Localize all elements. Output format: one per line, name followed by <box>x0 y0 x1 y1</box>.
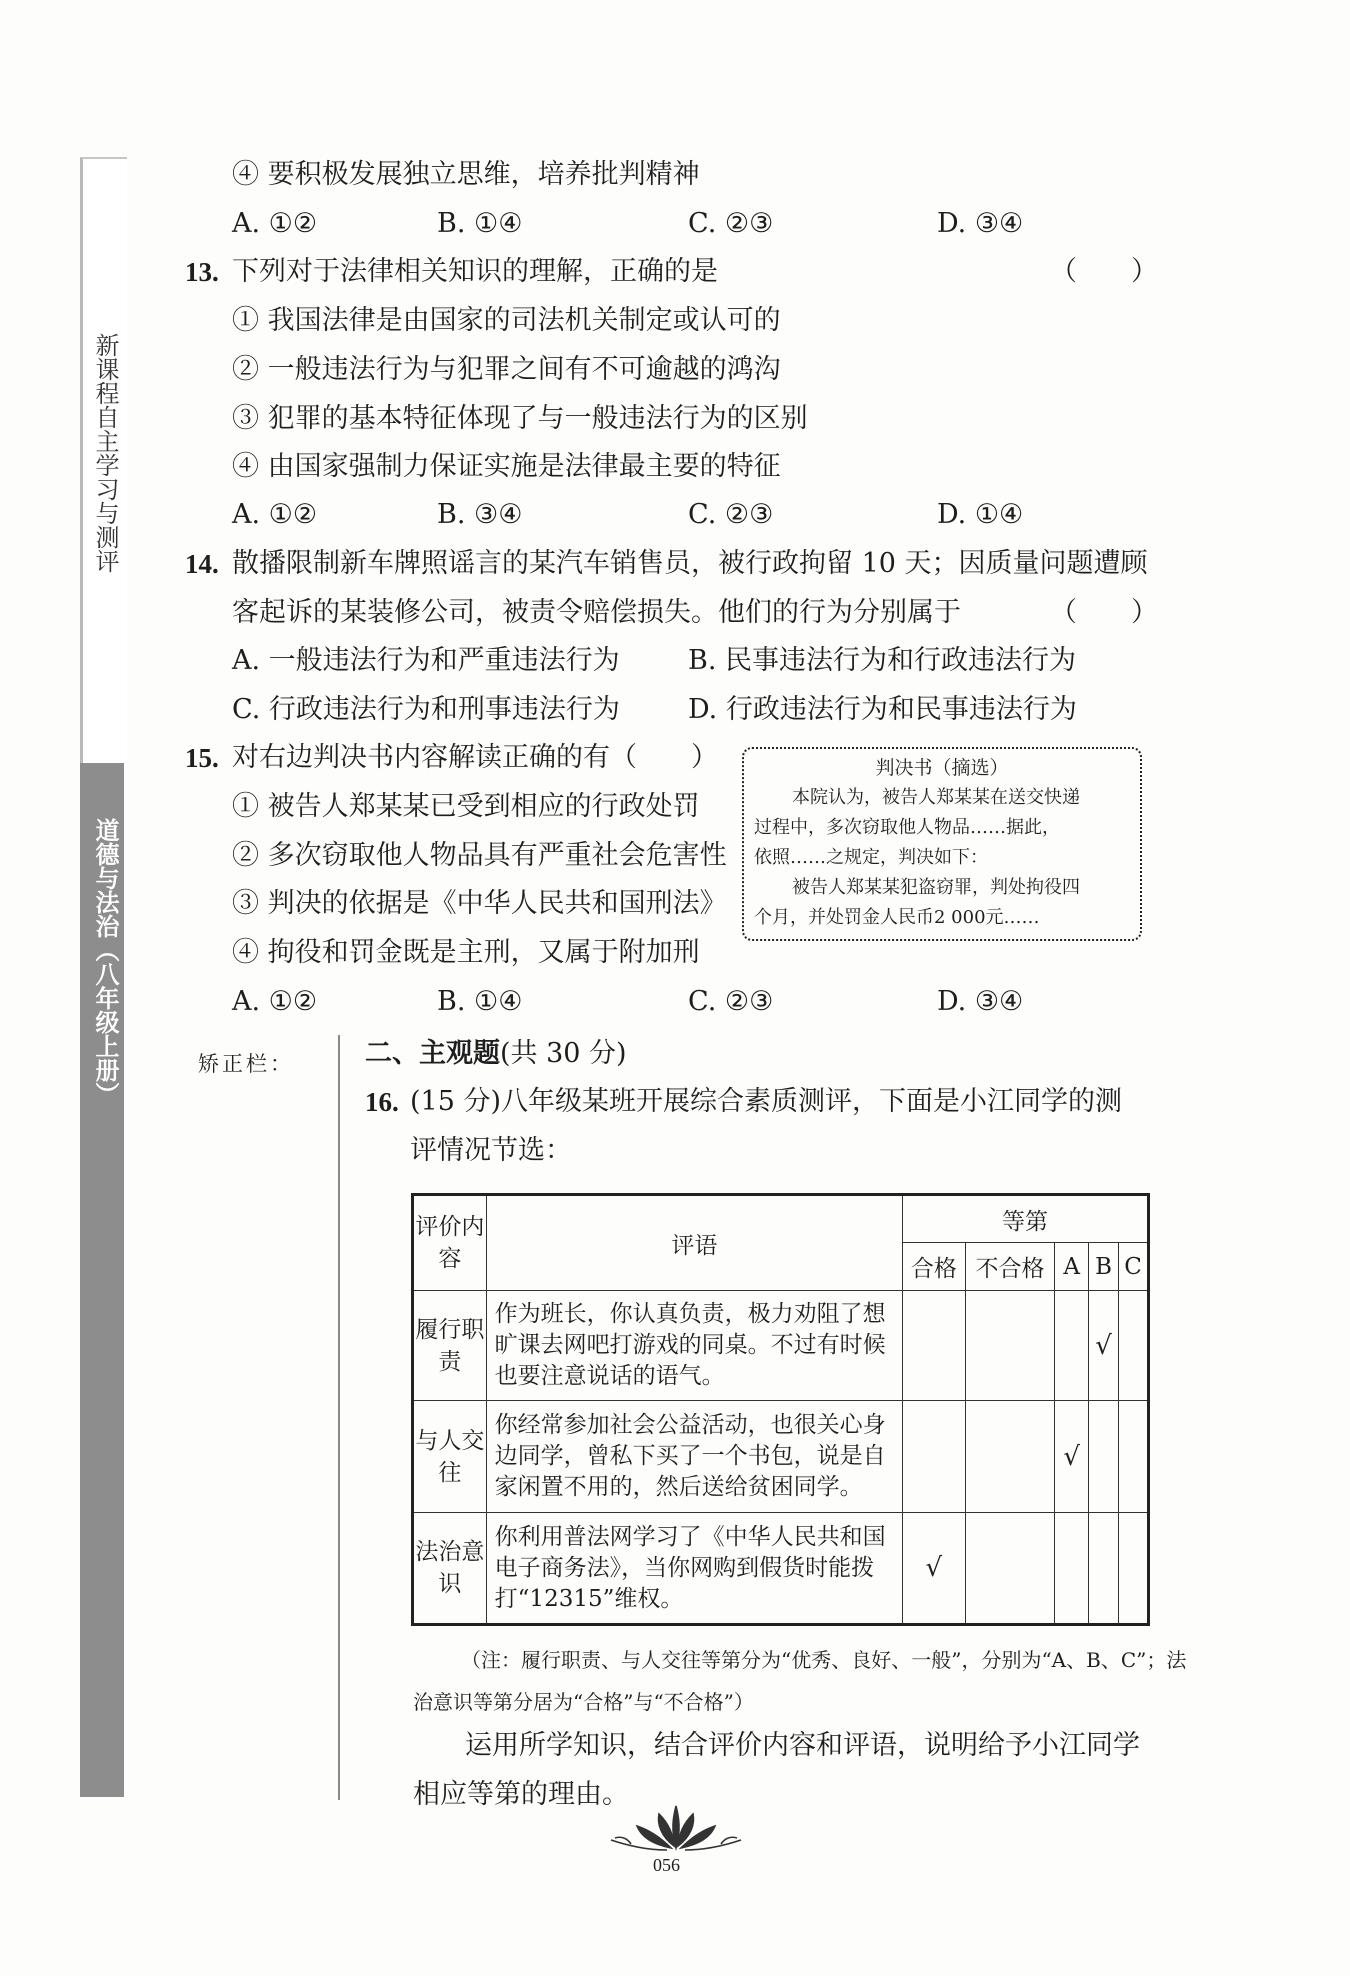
judgment-title: 判决书（摘选） <box>875 757 1009 779</box>
q15-item-2: ② 多次窃取他人物品具有严重社会危害性 <box>232 840 727 871</box>
q13-option-d: D. ①④ <box>937 499 1024 530</box>
judgment-line: 个月，并处罚金人民币2 000元…… <box>754 907 1040 928</box>
q13-number: 13. <box>185 257 219 287</box>
mark-cell <box>1055 1291 1089 1401</box>
mark-cell <box>965 1291 1055 1401</box>
table-note-line2: 治意识等第分居为“合格”与“不合格”） <box>413 1690 754 1714</box>
q14-answer-bracket: （ ） <box>1050 597 1158 628</box>
q15-option-d: D. ③④ <box>937 986 1024 1017</box>
q12-item-4: ④ 要积极发展独立思维，培养批判精神 <box>232 159 700 190</box>
q12-option-d: D. ③④ <box>937 208 1024 239</box>
section-2-heading <box>365 1037 627 1071</box>
q13-stem: 下列对于法律相关知识的理解，正确的是 <box>232 256 718 287</box>
mark-cell <box>902 1401 965 1513</box>
q14-option-c: C. 行政违法行为和刑事违法行为 <box>232 694 620 725</box>
judgment-line: 过程中，多次窃取他人物品……据此， <box>754 817 1060 838</box>
judgment-excerpt-box <box>742 747 1142 941</box>
q14-stem-line2: 客起诉的某装修公司，被责令赔偿损失。他们的行为分别属于 <box>232 597 961 628</box>
row-comment-interaction: 你经常参加社会公益活动，也很关心身边同学，曾私下买了一个书包，说是自家闲置不用的，然后送给贫困同学。 <box>486 1401 902 1513</box>
row-comment-duty: 作为班长，你认真负责，极力劝阻了想旷课去网吧打游戏的同桌。不过有时候也要注意说话的语气。 <box>486 1291 902 1401</box>
mark-cell <box>965 1513 1055 1625</box>
q13-option-b: B. ③④ <box>437 499 523 530</box>
row-content-rule-of-law: 法治意识 <box>413 1513 487 1625</box>
q13-answer-bracket: （ ） <box>1050 256 1158 287</box>
header-grade-pass: 合格 <box>902 1243 965 1291</box>
correction-column-divider <box>338 1035 340 1800</box>
q16-stem-line2: 评情况节选： <box>410 1135 572 1166</box>
header-grade-a: A <box>1055 1243 1089 1291</box>
mark-cell <box>902 1291 965 1401</box>
header-grade-c: C <box>1119 1243 1149 1291</box>
q15-stem: 对右边判决书内容解读正确的有 <box>232 742 610 773</box>
mark-cell <box>1055 1513 1089 1625</box>
mark-cell <box>1119 1291 1149 1401</box>
q15-number: 15. <box>185 743 219 773</box>
series-title: 新课程自主学习与测评 <box>91 333 119 573</box>
evaluation-table <box>411 1193 1150 1626</box>
q16-stem-line1: (15 分)八年级某班开展综合素质测评，下面是小江同学的测 <box>410 1086 1123 1117</box>
mark-cell: √ <box>902 1513 965 1625</box>
row-content-interaction: 与人交往 <box>413 1401 487 1513</box>
q13-item-1: ① 我国法律是由国家的司法机关制定或认可的 <box>232 305 781 336</box>
mark-cell <box>1089 1513 1119 1625</box>
q15-item-1: ① 被告人郑某某已受到相应的行政处罚 <box>232 791 700 822</box>
header-grade-fail: 不合格 <box>965 1243 1055 1291</box>
header-evaluation-content: 评价内容 <box>413 1195 487 1291</box>
floral-ornament-icon <box>601 1800 751 1854</box>
q13-option-c: C. ②③ <box>688 499 774 530</box>
row-content-duty: 履行职责 <box>413 1291 487 1401</box>
q14-option-b: B. 民事违法行为和行政违法行为 <box>688 645 1077 676</box>
mark-cell <box>965 1401 1055 1513</box>
q15-option-a: A. ①② <box>232 986 318 1017</box>
q14-stem-line1: 散播限制新车牌照谣言的某汽车销售员，被行政拘留 10 天；因质量问题遭顾 <box>232 548 1148 579</box>
q14-number: 14. <box>185 549 219 579</box>
header-grade: 等第 <box>902 1195 1148 1243</box>
q14-option-d: D. 行政违法行为和民事违法行为 <box>688 694 1077 725</box>
q14-option-a: A. 一般违法行为和严重违法行为 <box>232 645 620 676</box>
section-2-score: (共 30 分) <box>500 1038 627 1069</box>
q13-option-a: A. ①② <box>232 499 318 530</box>
q13-item-2: ② 一般违法行为与犯罪之间有不可逾越的鸿沟 <box>232 354 781 385</box>
header-grade-b: B <box>1089 1243 1119 1291</box>
q13-item-3: ③ 犯罪的基本特征体现了与一般违法行为的区别 <box>232 403 808 434</box>
q16-number: 16. <box>365 1087 399 1117</box>
q15-item-3: ③ 判决的依据是《中华人民共和国刑法》 <box>232 888 727 919</box>
q15-answer-bracket: （ ） <box>610 742 718 773</box>
q15-item-4: ④ 拘役和罚金既是主刑，又属于附加刑 <box>232 937 700 968</box>
correction-label: 矫正栏： <box>198 1052 294 1076</box>
q12-option-a: A. ①② <box>232 208 318 239</box>
q12-option-c: C. ②③ <box>688 208 774 239</box>
table-note-line1: （注：履行职责、与人交往等第分为“优秀、良好、一般”，分别为“A、B、C”；法 <box>461 1648 1187 1672</box>
q12-option-b: B. ①④ <box>437 208 523 239</box>
row-comment-rule-of-law: 你利用普法网学习了《中华人民共和国电子商务法》，当你网购到假货时能拨打“12315”维权。 <box>486 1513 902 1625</box>
judgment-line: 本院认为，被告人郑某某在送交快递 <box>792 787 1080 808</box>
header-comment: 评语 <box>486 1195 902 1291</box>
mark-cell <box>1119 1401 1149 1513</box>
section-2-title: 二、主观题 <box>365 1038 500 1069</box>
mark-cell <box>1119 1513 1149 1625</box>
q16-task-line2: 相应等第的理由。 <box>413 1779 629 1810</box>
mark-cell: √ <box>1055 1401 1089 1513</box>
q15-option-c: C. ②③ <box>688 986 774 1017</box>
judgment-line: 被告人郑某某犯盗窃罪，判处拘役四 <box>792 877 1080 898</box>
q13-item-4: ④ 由国家强制力保证实施是法律最主要的特征 <box>232 451 781 482</box>
mark-cell: √ <box>1089 1291 1119 1401</box>
judgment-line: 依照……之规定，判决如下： <box>754 847 988 868</box>
q15-option-b: B. ①④ <box>437 986 523 1017</box>
mark-cell <box>1089 1401 1119 1513</box>
q16-task-line1: 运用所学知识，结合评价内容和评语，说明给予小江同学 <box>465 1730 1140 1761</box>
subject-title: 道德与法治（八年级上册） <box>91 818 119 1106</box>
page-number: 056 <box>653 1855 680 1875</box>
